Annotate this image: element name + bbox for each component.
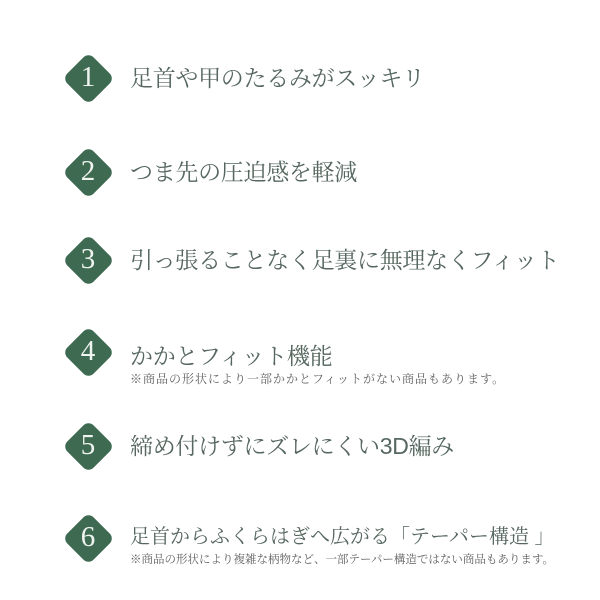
item-number: 2: [80, 154, 96, 187]
item-number: 6: [80, 520, 96, 553]
feature-item-2: [0, 146, 600, 198]
feature-item-1: [0, 52, 600, 104]
number-badge-3: [62, 234, 114, 286]
item-title: 引っ張ることなく足裏に無理なくフィット: [130, 247, 560, 273]
item-number: 3: [80, 242, 96, 275]
number-badge-5: [62, 420, 114, 472]
number-badge-6: [62, 512, 114, 564]
number-badge-1: [62, 52, 114, 104]
item-number: 5: [80, 428, 96, 461]
number-badge-4: [62, 326, 114, 378]
item-number: 4: [80, 334, 96, 367]
number-badge-2: [62, 146, 114, 198]
feature-item-4: [0, 326, 600, 386]
item-number: 1: [80, 60, 96, 93]
item-note: ※商品の形状により一部かかとフィットがない商品もあります。: [130, 372, 506, 386]
item-title: 足首や甲のたるみがスッキリ: [130, 65, 425, 91]
item-title: つま先の圧迫感を軽減: [130, 159, 358, 185]
item-title: 足首からふくらはぎへ広がる「テーパー構造 」: [130, 526, 555, 548]
feature-item-5: [0, 420, 600, 472]
feature-item-6: [0, 512, 600, 564]
item-title: かかとフィット機能: [130, 343, 333, 369]
item-note: ※商品の形状により複雑な柄物など、一部テーパー構造ではない商品もあります。: [130, 554, 555, 566]
item-title: 締め付けずにズレにくい3D編み: [130, 433, 454, 459]
feature-item-3: [0, 234, 600, 286]
